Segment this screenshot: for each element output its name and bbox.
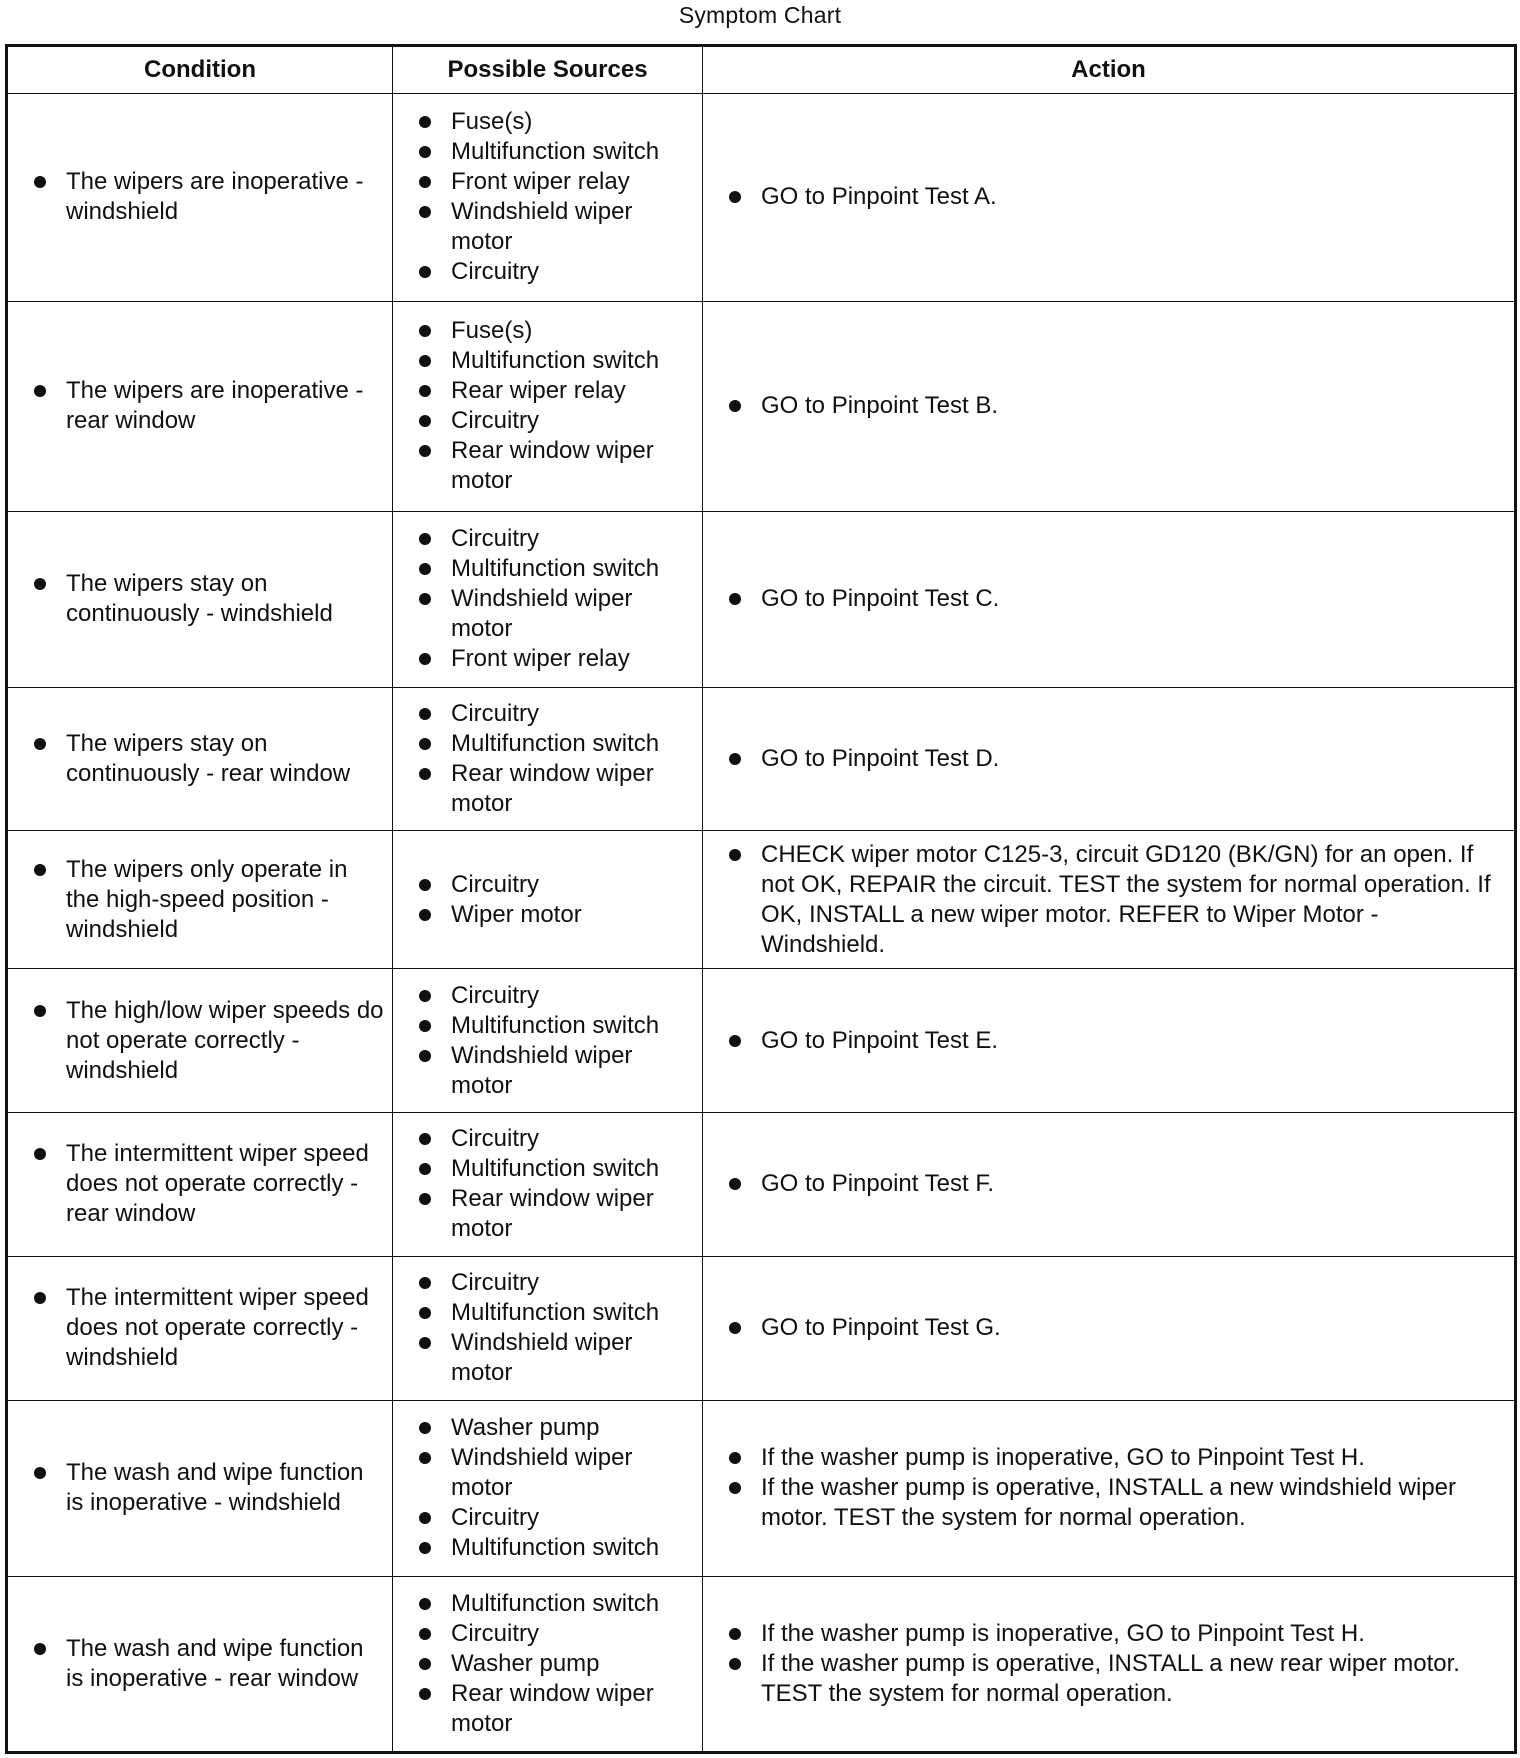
action-item: If the washer pump is operative, INSTALL a new rear wiper motor. TEST the system for normal operation. [703, 1649, 1514, 1709]
actions-list [703, 1026, 1514, 1056]
action-item: If the washer pump is inoperative, GO to Pinpoint Test H. [703, 1619, 1514, 1649]
table-row [7, 1256, 1516, 1400]
actions-list [703, 1619, 1514, 1709]
table-row [7, 687, 1516, 831]
action-cell [703, 687, 1516, 831]
symptom-chart-table [5, 44, 1517, 1754]
source-item: Multifunction switch [393, 1589, 702, 1619]
table-row [7, 969, 1516, 1113]
action-cell [703, 1113, 1516, 1257]
action-item: GO to Pinpoint Test F. [703, 1169, 1514, 1199]
source-item: Multifunction switch [393, 1011, 702, 1041]
source-item: Circuitry [393, 981, 702, 1011]
condition-text: The wipers stay on continuously - windshield [8, 569, 392, 629]
condition-text: The wipers are inoperative - rear window [8, 376, 392, 436]
condition-text: The intermittent wiper speed does not operate correctly - rear window [8, 1139, 392, 1229]
source-item: Front wiper relay [393, 644, 702, 674]
condition-cell [7, 301, 393, 511]
source-item: Multifunction switch [393, 137, 702, 167]
actions-list [703, 391, 1514, 421]
actions-list [703, 744, 1514, 774]
source-item: Multifunction switch [393, 554, 702, 584]
possible-sources-cell [393, 1256, 703, 1400]
source-item: Multifunction switch [393, 729, 702, 759]
header-action: Action [703, 46, 1516, 94]
condition-list [8, 1634, 392, 1694]
sources-list [393, 981, 702, 1101]
condition-cell [7, 831, 393, 969]
source-item: Washer pump [393, 1649, 702, 1679]
condition-cell [7, 969, 393, 1113]
condition-cell [7, 1400, 393, 1576]
action-item: GO to Pinpoint Test B. [703, 391, 1514, 421]
table-body [7, 94, 1516, 1753]
actions-list [703, 840, 1514, 960]
condition-cell [7, 511, 393, 687]
source-item: Windshield wiper motor [393, 1328, 702, 1388]
source-item: Wiper motor [393, 900, 702, 930]
actions-list [703, 1443, 1514, 1533]
condition-text: The wash and wipe function is inoperative - windshield [8, 1458, 392, 1518]
header-condition: Condition [7, 46, 393, 94]
source-item: Circuitry [393, 1124, 702, 1154]
source-item: Windshield wiper motor [393, 1443, 702, 1503]
condition-cell [7, 1113, 393, 1257]
possible-sources-cell [393, 687, 703, 831]
source-item: Circuitry [393, 257, 702, 287]
sources-list [393, 1413, 702, 1563]
condition-list [8, 1458, 392, 1518]
sources-list [393, 1268, 702, 1388]
sources-list [393, 1124, 702, 1244]
source-item: Circuitry [393, 870, 702, 900]
source-item: Fuse(s) [393, 316, 702, 346]
source-item: Circuitry [393, 699, 702, 729]
sources-list [393, 524, 702, 674]
source-item: Rear window wiper motor [393, 759, 702, 819]
condition-list [8, 729, 392, 789]
table-row [7, 1576, 1516, 1752]
possible-sources-cell [393, 969, 703, 1113]
condition-text: The wipers only operate in the high-speed position - windshield [8, 855, 392, 945]
source-item: Circuitry [393, 406, 702, 436]
actions-list [703, 1313, 1514, 1343]
table-row [7, 1400, 1516, 1576]
action-item: GO to Pinpoint Test A. [703, 182, 1514, 212]
table-row [7, 511, 1516, 687]
sources-list [393, 1589, 702, 1739]
source-item: Washer pump [393, 1413, 702, 1443]
source-item: Windshield wiper motor [393, 197, 702, 257]
source-item: Circuitry [393, 1619, 702, 1649]
action-cell [703, 1256, 1516, 1400]
condition-cell [7, 687, 393, 831]
sources-list [393, 316, 702, 496]
table-row [7, 301, 1516, 511]
source-item: Rear wiper relay [393, 376, 702, 406]
table-row [7, 831, 1516, 969]
action-cell [703, 831, 1516, 969]
possible-sources-cell [393, 511, 703, 687]
source-item: Circuitry [393, 1268, 702, 1298]
source-item: Fuse(s) [393, 107, 702, 137]
action-item: GO to Pinpoint Test C. [703, 584, 1514, 614]
condition-list [8, 167, 392, 227]
action-cell [703, 301, 1516, 511]
table-header-row [7, 46, 1516, 94]
source-item: Circuitry [393, 1503, 702, 1533]
possible-sources-cell [393, 1400, 703, 1576]
condition-text: The intermittent wiper speed does not operate correctly - windshield [8, 1283, 392, 1373]
table-row [7, 1113, 1516, 1257]
condition-list [8, 1283, 392, 1373]
action-item: GO to Pinpoint Test E. [703, 1026, 1514, 1056]
possible-sources-cell [393, 831, 703, 969]
condition-list [8, 376, 392, 436]
condition-cell [7, 1256, 393, 1400]
condition-list [8, 996, 392, 1086]
condition-list [8, 1139, 392, 1229]
condition-cell [7, 1576, 393, 1752]
condition-text: The wipers stay on continuously - rear window [8, 729, 392, 789]
actions-list [703, 182, 1514, 212]
action-item: If the washer pump is operative, INSTALL a new windshield wiper motor. TEST the system for normal operation. [703, 1473, 1514, 1533]
action-item: GO to Pinpoint Test D. [703, 744, 1514, 774]
condition-text: The wash and wipe function is inoperative - rear window [8, 1634, 392, 1694]
table-row [7, 94, 1516, 302]
action-cell [703, 1400, 1516, 1576]
source-item: Rear window wiper motor [393, 436, 702, 496]
action-item: CHECK wiper motor C125-3, circuit GD120 (BK/GN) for an open. If not OK, REPAIR the circuit. TEST the system for normal operation. If OK, INSTALL a new wiper motor. REFER to Wiper Motor - Windshield. [703, 840, 1514, 960]
action-cell [703, 511, 1516, 687]
source-item: Multifunction switch [393, 1298, 702, 1328]
source-item: Multifunction switch [393, 346, 702, 376]
source-item: Rear window wiper motor [393, 1184, 702, 1244]
source-item: Windshield wiper motor [393, 1041, 702, 1101]
action-item: GO to Pinpoint Test G. [703, 1313, 1514, 1343]
condition-list [8, 855, 392, 945]
source-item: Front wiper relay [393, 167, 702, 197]
possible-sources-cell [393, 94, 703, 302]
condition-text: The high/low wiper speeds do not operate correctly - windshield [8, 996, 392, 1086]
source-item: Rear window wiper motor [393, 1679, 702, 1739]
actions-list [703, 1169, 1514, 1199]
action-item: If the washer pump is inoperative, GO to Pinpoint Test H. [703, 1443, 1514, 1473]
action-cell [703, 94, 1516, 302]
condition-list [8, 569, 392, 629]
condition-text: The wipers are inoperative - windshield [8, 167, 392, 227]
source-item: Multifunction switch [393, 1154, 702, 1184]
sources-list [393, 107, 702, 287]
source-item: Windshield wiper motor [393, 584, 702, 644]
action-cell [703, 1576, 1516, 1752]
possible-sources-cell [393, 1113, 703, 1257]
sources-list [393, 699, 702, 819]
actions-list [703, 584, 1514, 614]
sources-list [393, 870, 702, 930]
condition-cell [7, 94, 393, 302]
possible-sources-cell [393, 1576, 703, 1752]
page-title: Symptom Chart [678, 2, 842, 28]
action-cell [703, 969, 1516, 1113]
source-item: Circuitry [393, 524, 702, 554]
header-possible-sources: Possible Sources [393, 46, 703, 94]
source-item: Multifunction switch [393, 1533, 702, 1563]
possible-sources-cell [393, 301, 703, 511]
